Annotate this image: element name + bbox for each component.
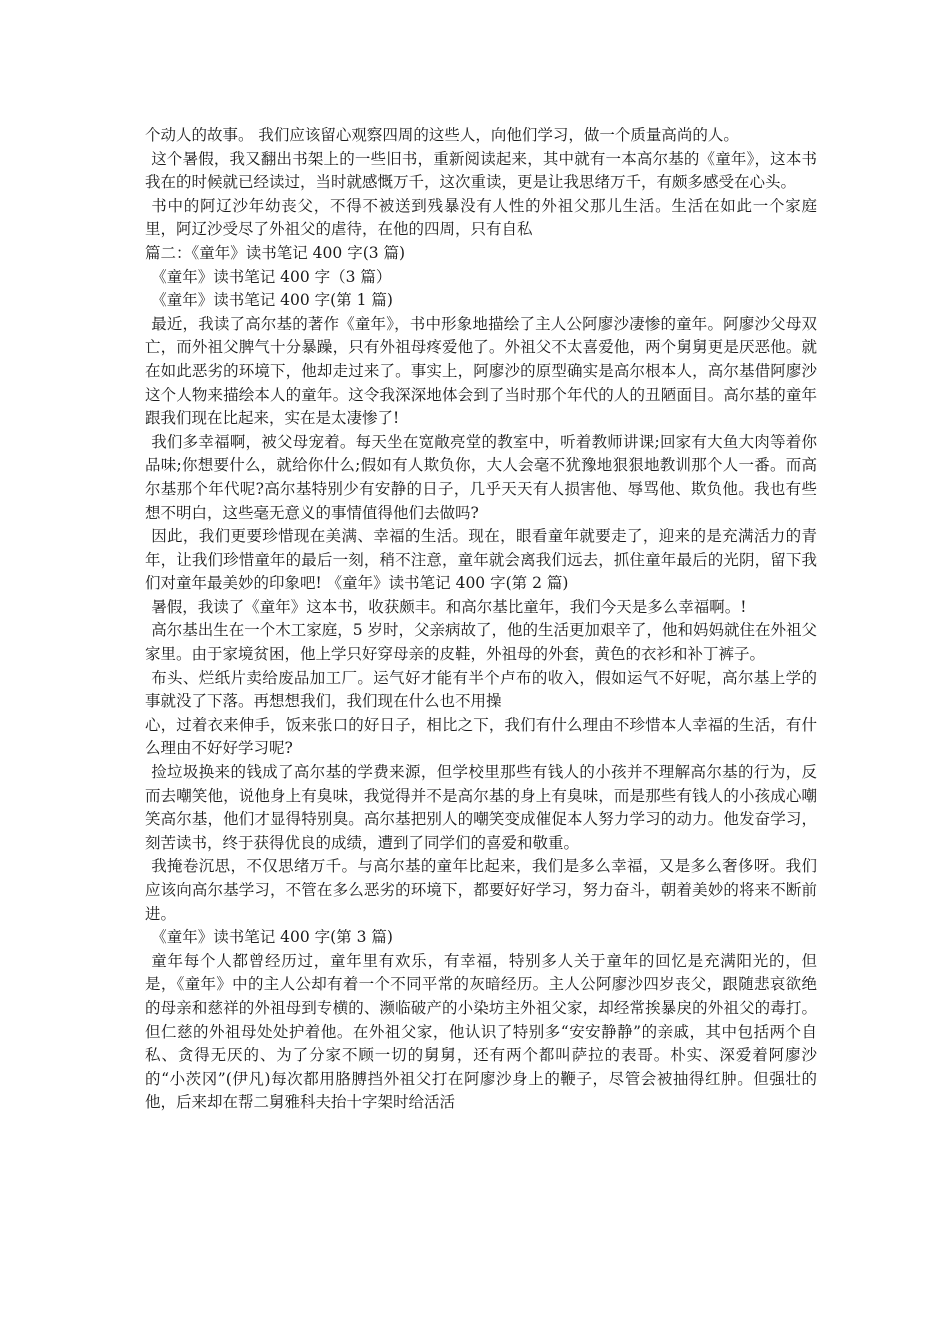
paragraph: 捡垃圾换来的钱成了高尔基的学费来源，但学校里那些有钱人的小孩并不理解高尔基的行为，反而去嘲笑他，说他身上有臭味，我觉得并不是高尔基的身上有臭味，而是那些有钱人的小孩成心嘲笑高尔基，他们才显得特别臭。高尔基把别人的嘲笑变成催促本人努力学习的动力。他发奋学习，刻苦读书，终于获得优良的成绩，遭到了同学们的喜爱和敬重。 xyxy=(145,763,817,852)
paragraph: 因此，我们更要珍惜现在美满、幸福的生活。现在，眼看童年就要走了，迎来的是充满活力的青年，让我们珍惜童年的最后一刻，稍不注意，童年就会离我们远去，抓住童年最后的光阴，留下我们对童年最美妙的印象吧! 《童年》读书笔记 400 字(第 2 篇) xyxy=(145,527,817,593)
document-body xyxy=(145,124,817,1115)
document-title: 《童年》读书笔记 400 字（3 篇） xyxy=(151,267,392,286)
article-heading: 《童年》读书笔记 400 字(第 3 篇) xyxy=(151,928,393,947)
paragraph: 最近，我读了高尔基的著作《童年》，书中形象地描绘了主人公阿廖沙凄惨的童年。阿廖沙父母双亡，而外祖父脾气十分暴躁，只有外祖母疼爱他了。外祖父不太喜爱他，两个舅舅更是厌恶他。就在如此恶劣的环境下，他却走过来了。事实上，阿廖沙的原型确实是高尔根本人，高尔基借阿廖沙这个人物来描绘本人的童年。这令我深深地体会到了当时那个年代的人的丑陋面目。高尔基的童年跟我们现在比起来，实在是太凄惨了! xyxy=(145,314,817,428)
paragraph: 暑假，我读了《童年》这本书，收获颇丰。和高尔基比童年，我们今天是多么幸福啊。! xyxy=(151,597,747,616)
paragraph: 童年每个人都曾经历过，童年里有欢乐，有幸福，特别多人关于童年的回忆是充满阳光的，但是，《童年》中的主人公却有着一个不同平常的灰暗经历。主人公阿廖沙四岁丧父，跟随悲哀欲绝的母亲和慈祥的外祖母到专横的、濒临破产的小染坊主外祖父家，却经常挨暴戾的外祖父的毒打。但仁慈的外祖母处处护着他。在外祖父家，他认识了特别多“安安静静”的亲戚，其中包括两个自私、贪得无厌的、为了分家不顾一切的舅舅，还有两个都叫萨拉的表哥。朴实、深爱着阿廖沙的“小茨冈”(伊凡)每次都用胳膊挡外祖父打在阿廖沙身上的鞭子，尽管会被抽得红肿。但强壮的他，后来却在帮二舅雅科夫抬十字架时给活活 xyxy=(145,951,817,1112)
paragraph: 我们多幸福啊，被父母宠着。每天坐在宽敞亮堂的教室中，听着教师讲课;回家有大鱼大肉等着你品味;你想要什么，就给你什么;假如有人欺负你，大人会毫不犹豫地狠狠地教训那个人一番。而高尔基那个年代呢?高尔基特别少有安静的日子，几乎天天有人损害他、辱骂他、欺负他。我也有些想不明白，这些毫无意义的事情值得他们去做吗? xyxy=(145,432,817,522)
paragraph: 布头、烂纸片卖给废品加工厂。运气好才能有半个卢布的收入，假如运气不好呢，高尔基上学的事就没了下落。再想想我们，我们现在什么也不用操 xyxy=(145,668,817,711)
paragraph: 我掩卷沉思，不仅思绪万千。与高尔基的童年比起来，我们是多么幸福，又是多么奢侈呀。我们应该向高尔基学习，不管在多么恶劣的环境下，都要好好学习，努力奋斗，朝着美妙的将来不断前进。 xyxy=(145,857,817,923)
article-heading: 《童年》读书笔记 400 字(第 1 篇) xyxy=(151,291,393,310)
section-heading: 篇二：《童年》读书笔记 400 字(3 篇) xyxy=(145,243,406,262)
paragraph: 书中的阿辽沙年幼丧父，不得不被送到残暴没有人性的外祖父那儿生活。生活在如此一个家庭里，阿辽沙受尽了外祖父的虐待，在他的四周，只有自私 xyxy=(145,196,817,239)
paragraph: 这个暑假，我又翻出书架上的一些旧书，重新阅读起来，其中就有一本高尔基的《童年》，这本书我在的时候就已经读过，当时就感慨万千，这次重读，更是让我思绪万千，有颇多感受在心头。 xyxy=(145,149,817,192)
paragraph: 心，过着衣来伸手，饭来张口的好日子，相比之下，我们有什么理由不珍惜本人幸福的生活，有什么理由不好好学习呢? xyxy=(145,715,817,758)
paragraph: 个动人的故事。 我们应该留心观察四周的这些人，向他们学习，做一个质量高尚的人。 xyxy=(145,126,739,144)
paragraph: 高尔基出生在一个木工家庭，5 岁时，父亲病故了，他的生活更加艰辛了，他和妈妈就住在外祖父家里。由于家境贫困，他上学只好穿母亲的皮鞋，外祖母的外套，黄色的衣衫和补丁裤子。 xyxy=(145,621,817,664)
